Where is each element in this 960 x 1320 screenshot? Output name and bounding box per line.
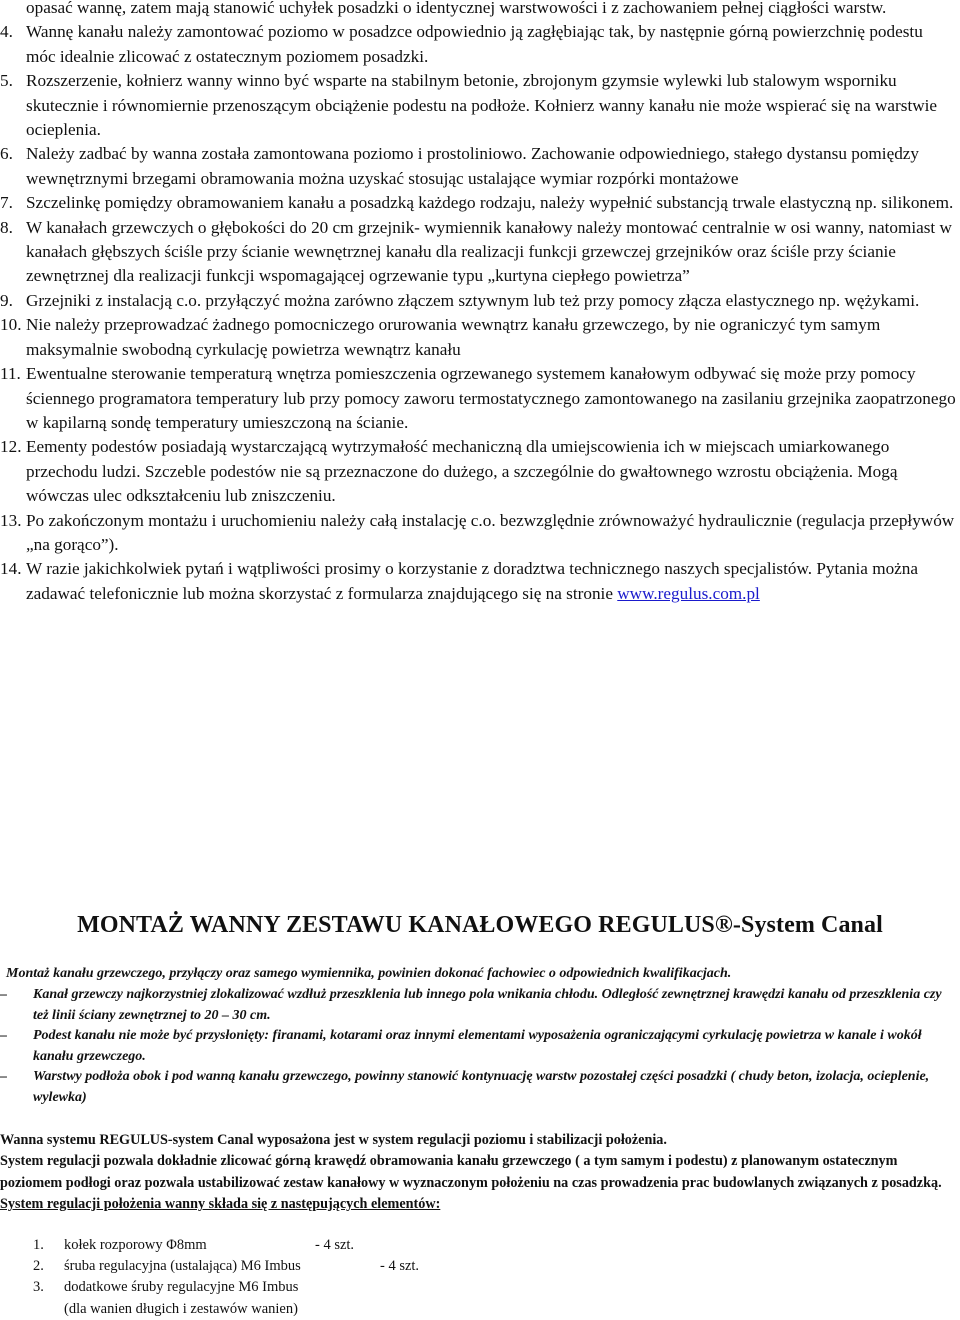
list-item — [0, 362, 956, 435]
item-text: Warstwy podłoża obok i pod wanną kanału grzewczego, powinny stanowić kontynuację warstw pozostałej części posadzki ( chudy beton, izolacja, ocieplenie, wylewka) — [33, 1069, 930, 1105]
item-text: W kanałach grzewczych o głębokości do 20 cm grzejnik- wymiennik kanałowy należy montować centralnie w osi wanny, natomiast w kanałach głębszych ściśle przy ścianie wewnętrznej kanału dla realizacji funkcji grzewczej grzejników oraz ściśle przy ścianie zewnętrznej dla realizacji funkcji wspomagającej ogrzewanie typu „kurtyna ciepłego powietrza” — [26, 217, 952, 286]
list-item — [0, 1256, 700, 1277]
item-text: Wannę kanału należy zamontować poziomo w posadzce odpowiednio ją zagłębiając tak, by następnie górną powierzchnię podestu móc idealnie zlicować z ostatecznym poziomem posadzki. — [26, 22, 923, 66]
item-text: Po zakończonym montażu i uruchomieniu należy całą instalację c.o. bezwzględnie zrównoważyć hydraulicznie (regulacja przepływów „na gorąco”). — [26, 510, 955, 554]
system-description — [0, 1130, 958, 1216]
item-number: 14. — [0, 559, 22, 579]
list-item — [0, 435, 956, 508]
part-name: dodatkowe śruby regulacyjne M6 Imbus — [64, 1279, 299, 1296]
item-text: W razie jakichkolwiek pytań i wątpliwości prosimy o korzystanie z doradztwa technicznego naszych specjalistów. Pytania można zadawać telefonicznie lub można skorzystać z formularza znajdującego się na stronie — [26, 559, 919, 603]
list-item — [0, 985, 950, 1026]
list-item — [0, 313, 956, 362]
part-number: 2. — [33, 1258, 44, 1275]
website-link[interactable]: www.regulus.com.pl — [617, 583, 760, 603]
item-number: 9. — [0, 290, 13, 310]
dash-list — [0, 985, 950, 1108]
item-text: Szczelinkę pomiędzy obramowaniem kanału a posadzką każdego rodzaju, należy wypełnić substancją trwale elastyczną np. silikonem. — [26, 193, 954, 213]
item-number: 11. — [0, 364, 21, 384]
item-text: Grzejniki z instalacją c.o. przyłączyć można zarówno złączem sztywnym lub też przy pomocy złącza elastycznego np. wężykami. — [26, 290, 920, 310]
dash-bullet: – — [0, 1028, 7, 1043]
list-item — [0, 509, 956, 558]
item-number: 10. — [0, 315, 22, 335]
list-item — [0, 0, 956, 20]
item-text: Podest kanału nie może być przysłonięty: firanami, kotarami oraz innymi elementami wyposażenia ograniczającymi cyrkulację powietrza w kanale i wokół kanału grzewczego. — [33, 1028, 922, 1064]
item-text: Kanał grzewczy najkorzystniej zlokalizować wzdłuż przeszklenia lub innego pola wnikania chłodu. Odległość zewnętrznej krawędzi kanału od przeszklenia czy też linii ściany zewnętrznej to 20 – 30 cm. — [33, 987, 942, 1023]
intro-text: Montaż kanału grzewczego, przyłączy oraz samego wymiennika, powinien dokonać fachowiec o odpowiednich kwalifikacjach. — [6, 966, 732, 981]
dash-bullet: – — [0, 987, 7, 1002]
list-item — [0, 557, 956, 606]
list-item — [0, 191, 956, 215]
item-number: 13. — [0, 510, 22, 530]
part-name: kołek rozporowy Φ8mm — [64, 1237, 207, 1253]
item-text: opasać wannę, zatem mają stanowić uchyłek posadzki o identycznej warstwowości i z zachowaniem pełnej ciągłości warstw. — [26, 0, 887, 17]
item-text: Ewentualne sterowanie temperaturą wnętrza pomieszczenia ogrzewanego systemem kanałowym odbywać się może przy pomocy ściennego programatora temperatury lub przy pomocy zaworu termostatycznego zamontowanego na zasilaniu grzejnika zaopatrzonego w kapilarną sondę temperatury umieszczoną na ścianie. — [26, 364, 956, 432]
item-number: 4. — [0, 22, 13, 42]
list-item — [0, 142, 956, 191]
part-quantity: - 4 szt. — [380, 1258, 420, 1275]
list-item — [0, 1277, 700, 1298]
parts-list — [0, 1235, 700, 1320]
item-text: Nie należy przeprowadzać żadnego pomocniczego orurowania wewnątrz kanału grzewczego, by nie ograniczyć tym samym maksymalnie swobodną cyrkulację powietrza wewnątrz kanału — [26, 315, 881, 359]
list-item — [0, 69, 956, 142]
part-note: (dla wanien długich i zestawów wanien) — [64, 1300, 298, 1317]
instruction-list — [0, 0, 956, 606]
list-item — [0, 216, 956, 289]
list-item — [0, 1067, 950, 1108]
part-number: 3. — [33, 1279, 44, 1296]
item-text: Należy zadbać by wanna została zamontowana poziomo i prostoliniowo. Zachowanie odpowiedniego, stałego dystansu pomiędzy wewnętrznymi brzegami obramowania można uzyskać stosując ustalające wymiar rozpórki montażowe — [26, 144, 920, 188]
item-text: Rozszerzenie, kołnierz wanny winno być wsparte na stabilnym betonie, zbrojonym gzymsie wylewki lub stalowym wsporniku skutecznie i równomiernie przenoszącym obciążenie podestu na podłoże. Kołnierz wanny kanału nie może wspierać się na warstwie ocieplenia. — [26, 71, 938, 140]
item-number: 7. — [0, 193, 13, 213]
list-item — [0, 20, 956, 69]
item-number: 6. — [0, 144, 13, 164]
item-number: 5. — [0, 71, 13, 91]
parts-heading: System regulacji położenia wanny składa się z następujących elementów: — [0, 1196, 441, 1213]
part-number: 1. — [33, 1237, 44, 1253]
section-heading: MONTAŻ WANNY ZESTAWU KANAŁOWEGO REGULUS®-System Canal — [77, 912, 883, 938]
paragraph: System regulacji pozwala dokładnie zlicować górną krawędź obramowania kanału grzewczego ( a tym samym i podestu) z planowanym ostatecznym poziomem podłogi oraz pozwala ustabilizować zestaw kanałowy w wyznaczonym położeniu na czas prowadzenia prac budowlanych związanych z posadzką. — [0, 1153, 942, 1191]
item-number: 12. — [0, 437, 22, 457]
part-name: śruba regulacyjna (ustalająca) M6 Imbus — [64, 1258, 301, 1275]
dash-bullet: – — [0, 1069, 7, 1084]
item-text: Eementy podestów posiadają wystarczającą wytrzymałość mechaniczną dla umiejscowienia ich w miejscach umiarkowanego przechodu ludzi. Szczeble podestów nie są przeznaczone do dużego, a szczególnie do gwałtownego wzrostu obciążenia. Mogą wówczas ulec odkształceniu lub zniszczeniu. — [26, 437, 898, 506]
list-item — [0, 1235, 700, 1256]
paragraph: Wanna systemu REGULUS-system Canal wyposażona jest w system regulacji poziomu i stabilizacji położenia. — [0, 1132, 667, 1148]
list-item — [0, 289, 956, 313]
item-number: 8. — [0, 217, 13, 237]
list-item — [0, 1026, 950, 1067]
part-quantity: - 4 szt. — [315, 1237, 355, 1253]
